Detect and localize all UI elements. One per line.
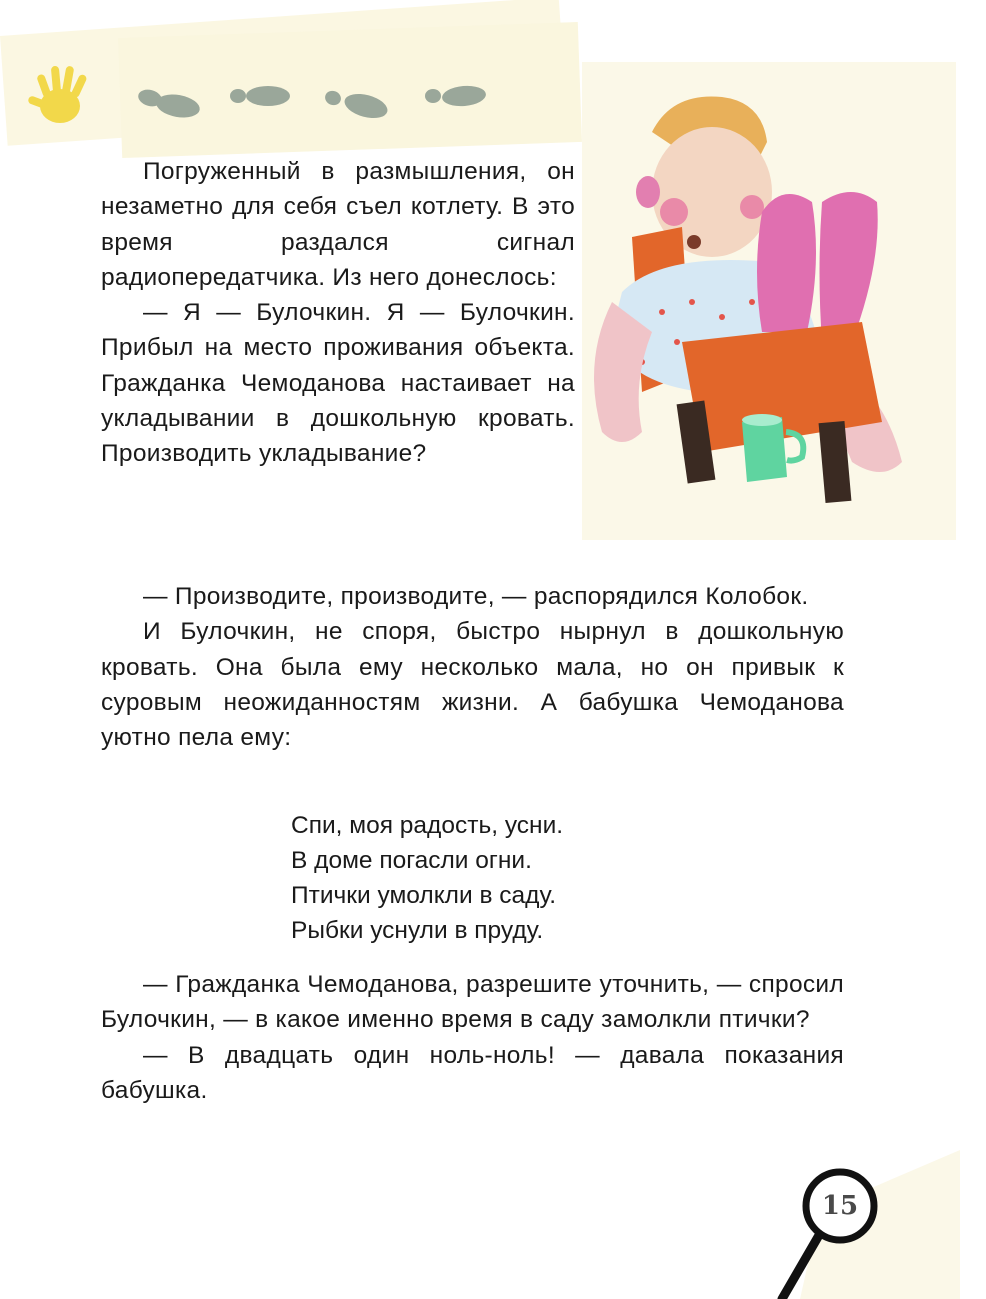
poem-line: Птички умолкли в саду. — [291, 882, 557, 909]
poem-line: Спи, моя радость, усни. — [291, 812, 564, 839]
text-block-middle — [101, 579, 844, 755]
paragraph: — Гражданка Чемоданова, разрешите уточнить, — спросил Булочкин, — в какое именно время в саду замолкли птички? — [101, 971, 844, 1034]
handprint-icon — [22, 56, 102, 136]
poem-line: Рыбки уснули в пруду. — [291, 917, 544, 944]
paragraph: Погруженный в размышления, он незаметно для себя съел котлету. В это время раздался сигнал радиопередатчика. Из него донеслось: — [101, 158, 575, 291]
paragraph: И Булочкин, не споря, быстро нырнул в дошкольную кровать. Она была ему несколько мала, но он привык к суровым неожиданностям жизни. А бабушка Чемоданова уютно пела ему: — [101, 618, 844, 752]
paragraph: — Производите, производите, — распорядился Колобок. — [143, 583, 809, 610]
text-block-top — [101, 154, 575, 472]
paragraph: — В двадцать один ноль-ноль! — давала показания бабушка. — [101, 1041, 844, 1104]
boy-feet-up-illustration — [582, 62, 956, 540]
paragraph: — Я — Булочкин. Я — Булочкин. Прибыл на место проживания объекта. Гражданка Чемоданова настаивает на укладывании в дошкольную кровать. Производить укладывание? — [101, 299, 575, 468]
lullaby-poem — [291, 808, 563, 948]
text-block-bottom — [101, 967, 844, 1108]
poem-line: В доме погасли огни. — [291, 847, 532, 874]
footprints-icon — [128, 78, 498, 128]
page-number: 15 — [821, 1191, 859, 1221]
